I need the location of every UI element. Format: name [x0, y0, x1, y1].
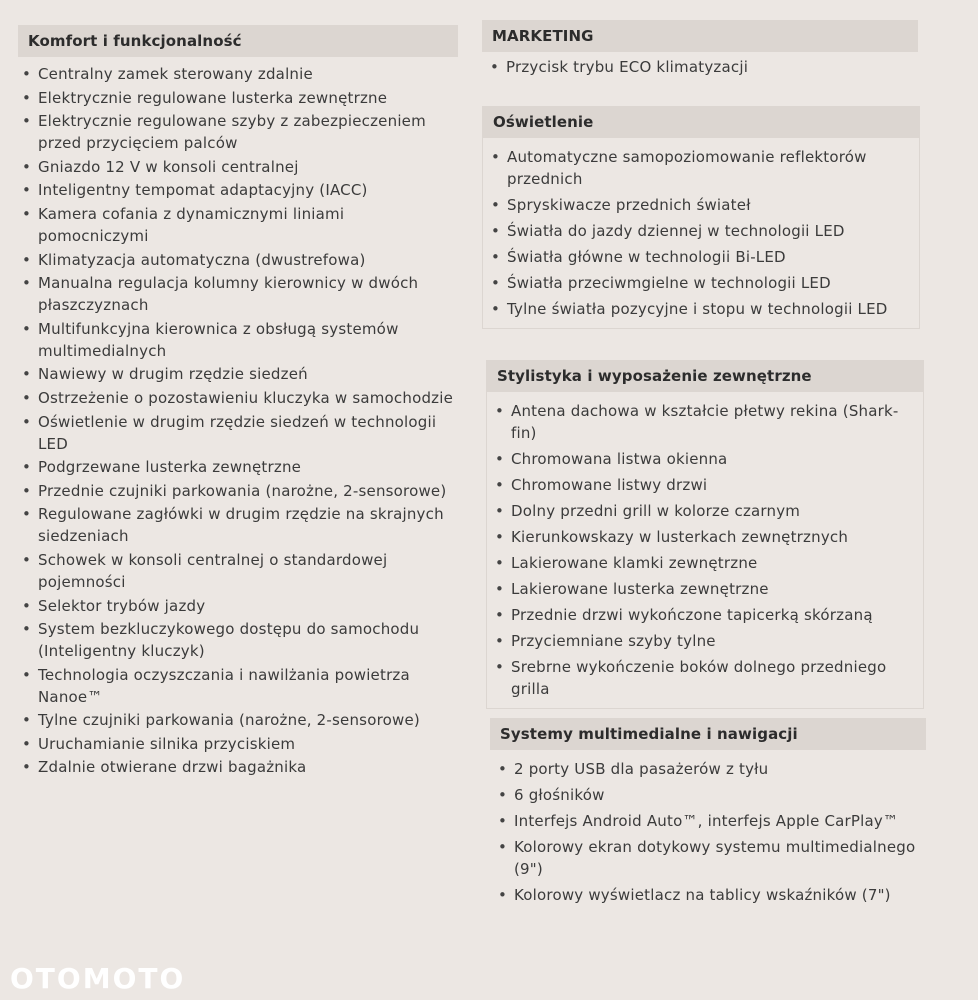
list-item: • Automatyczne samopoziomowanie reflektorów przednich [487, 146, 909, 190]
list-item: • Światła przeciwmgielne w technologii LED [487, 272, 909, 294]
list-item: • Multifunkcyjna kierownica z obsługą systemów multimedialnych [18, 318, 458, 362]
list-item: • 6 głośników [494, 784, 916, 806]
list-item: • 2 porty USB dla pasażerów z tyłu [494, 758, 916, 780]
oswietlenie-title: Oświetlenie [483, 106, 919, 138]
marketing-list [482, 52, 918, 86]
list-item: • Kierunkowskazy w lusterkach zewnętrznych [491, 526, 913, 548]
komfort-list [18, 63, 458, 778]
list-item: • Srebrne wykończenie boków dolnego przedniego grilla [491, 656, 913, 700]
multimedia-section [490, 718, 926, 914]
list-item: • Klimatyzacja automatyczna (dwustrefowa) [18, 249, 458, 271]
list-item: • Przycisk trybu ECO klimatyzacji [486, 56, 908, 78]
list-item: • Kamera cofania z dynamicznymi liniami pomocniczymi [18, 203, 458, 247]
list-item: • Oświetlenie w drugim rzędzie siedzeń w technologii LED [18, 411, 458, 455]
list-item: • Elektrycznie regulowane szyby z zabezpieczeniem przed przycięciem palców [18, 110, 458, 154]
oswietlenie-list [483, 138, 919, 328]
list-item: • Chromowana listwa okienna [491, 448, 913, 470]
oswietlenie-section [482, 106, 920, 329]
list-item: • Selektor trybów jazdy [18, 595, 458, 617]
list-item: • Gniazdo 12 V w konsoli centralnej [18, 156, 458, 178]
stylistyka-list [487, 392, 923, 708]
list-item: • Przyciemniane szyby tylne [491, 630, 913, 652]
list-item: • Technologia oczyszczania i nawilżania powietrza Nanoe™ [18, 664, 458, 708]
list-item: • System bezkluczykowego dostępu do samochodu (Inteligentny kluczyk) [18, 618, 458, 662]
list-item: • Światła główne w technologii Bi-LED [487, 246, 909, 268]
list-item: • Kolorowy ekran dotykowy systemu multimedialnego (9") [494, 836, 916, 880]
komfort-title: Komfort i funkcjonalność [18, 25, 458, 57]
list-item: • Inteligentny tempomat adaptacyjny (IACC) [18, 179, 458, 201]
komfort-section [18, 25, 458, 780]
marketing-section [482, 20, 918, 86]
list-item: • Lakierowane lusterka zewnętrzne [491, 578, 913, 600]
list-item: • Antena dachowa w kształcie płetwy rekina (Shark-fin) [491, 400, 913, 444]
list-item: • Lakierowane klamki zewnętrzne [491, 552, 913, 574]
list-item: • Podgrzewane lusterka zewnętrzne [18, 456, 458, 478]
list-item: • Kolorowy wyświetlacz na tablicy wskaźników (7") [494, 884, 916, 906]
multimedia-list [490, 750, 926, 914]
list-item: • Tylne światła pozycyjne i stopu w technologii LED [487, 298, 909, 320]
stylistyka-title: Stylistyka i wyposażenie zewnętrzne [487, 360, 923, 392]
list-item: • Zdalnie otwierane drzwi bagażnika [18, 756, 458, 778]
list-item: • Uruchamianie silnika przyciskiem [18, 733, 458, 755]
list-item: • Tylne czujniki parkowania (narożne, 2-sensorowe) [18, 709, 458, 731]
list-item: • Ostrzeżenie o pozostawieniu kluczyka w samochodzie [18, 387, 458, 409]
list-item: • Spryskiwacze przednich świateł [487, 194, 909, 216]
otomoto-watermark: OTOMOTO [10, 962, 186, 995]
list-item: • Przednie drzwi wykończone tapicerką skórzaną [491, 604, 913, 626]
list-item: • Manualna regulacja kolumny kierownicy w dwóch płaszczyznach [18, 272, 458, 316]
list-item: • Dolny przedni grill w kolorze czarnym [491, 500, 913, 522]
stylistyka-section [486, 360, 924, 709]
multimedia-title: Systemy multimedialne i nawigacji [490, 718, 926, 750]
marketing-title: MARKETING [482, 20, 918, 52]
list-item: • Schowek w konsoli centralnej o standardowej pojemności [18, 549, 458, 593]
list-item: • Interfejs Android Auto™, interfejs Apple CarPlay™ [494, 810, 916, 832]
list-item: • Elektrycznie regulowane lusterka zewnętrzne [18, 87, 458, 109]
list-item: • Przednie czujniki parkowania (narożne, 2-sensorowe) [18, 480, 458, 502]
list-item: • Nawiewy w drugim rzędzie siedzeń [18, 363, 458, 385]
list-item: • Centralny zamek sterowany zdalnie [18, 63, 458, 85]
list-item: • Regulowane zagłówki w drugim rzędzie na skrajnych siedzeniach [18, 503, 458, 547]
list-item: • Światła do jazdy dziennej w technologii LED [487, 220, 909, 242]
list-item: • Chromowane listwy drzwi [491, 474, 913, 496]
